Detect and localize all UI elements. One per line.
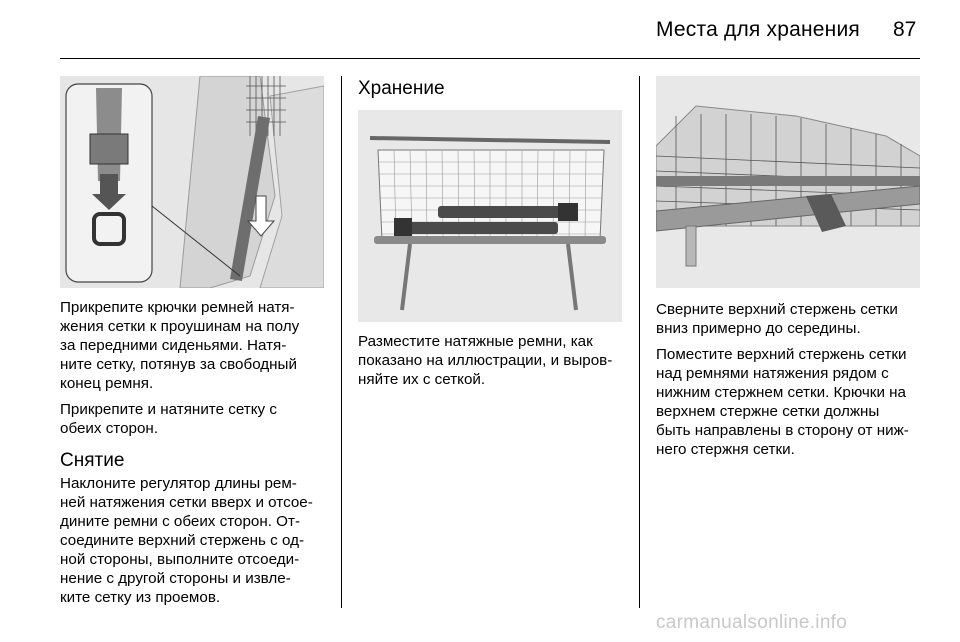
illustration-anchor-hooks: [60, 76, 324, 288]
section-title-storage: Хранение: [358, 78, 445, 99]
col2-paragraph: Разместите натяжные ремни, как показано на иллюстрации, и выров- няйте их с сеткой.: [358, 333, 613, 388]
col3-paragraph-1: Сверните верхний стержень сетки вниз примерно до середины.: [656, 301, 898, 337]
header-divider: [60, 58, 920, 59]
col1-paragraph-2: Прикрепите и натяните сетку с обеих сторон.: [60, 401, 277, 437]
col2-text: [358, 332, 633, 389]
illustration-rolled-net: [656, 76, 920, 288]
col1-removal-paragraph: Наклоните регулятор длины рем- ней натяжения сетки вверх и отсое- дините ремни с обеих сторон. От- соедините верхний стержень с од- ной стороны, выполните отсоеди- нение с другой стороны и извле- ките сетку из проемов.: [60, 475, 313, 606]
page-number: 87: [893, 18, 917, 41]
col1-paragraph-1: Прикрепите крючки ремней натя- жения сетки к проушинам на полу за передними сиденьями. Натя- ните сетку, потянув за свободный конец ремня.: [60, 299, 300, 392]
watermark: carmanualsonline.info: [656, 612, 848, 633]
column-divider-right: [639, 76, 640, 608]
section-title-removal: Снятие: [60, 450, 125, 471]
col3-paragraph-2: Поместите верхний стержень сетки над ремнями натяжения рядом с нижним стержнем сетки. Крючки на верхнем стержне сетки должны быть направлены в сторону от ниж- него стержня сетки.: [656, 346, 909, 458]
illustration-net-storage: [358, 110, 622, 322]
col2-heading-block: [358, 78, 628, 102]
col1-text: [60, 298, 335, 607]
col3-text: [656, 300, 931, 459]
page-header-title: Места для хранения: [656, 18, 860, 41]
column-divider-left: [341, 76, 342, 608]
